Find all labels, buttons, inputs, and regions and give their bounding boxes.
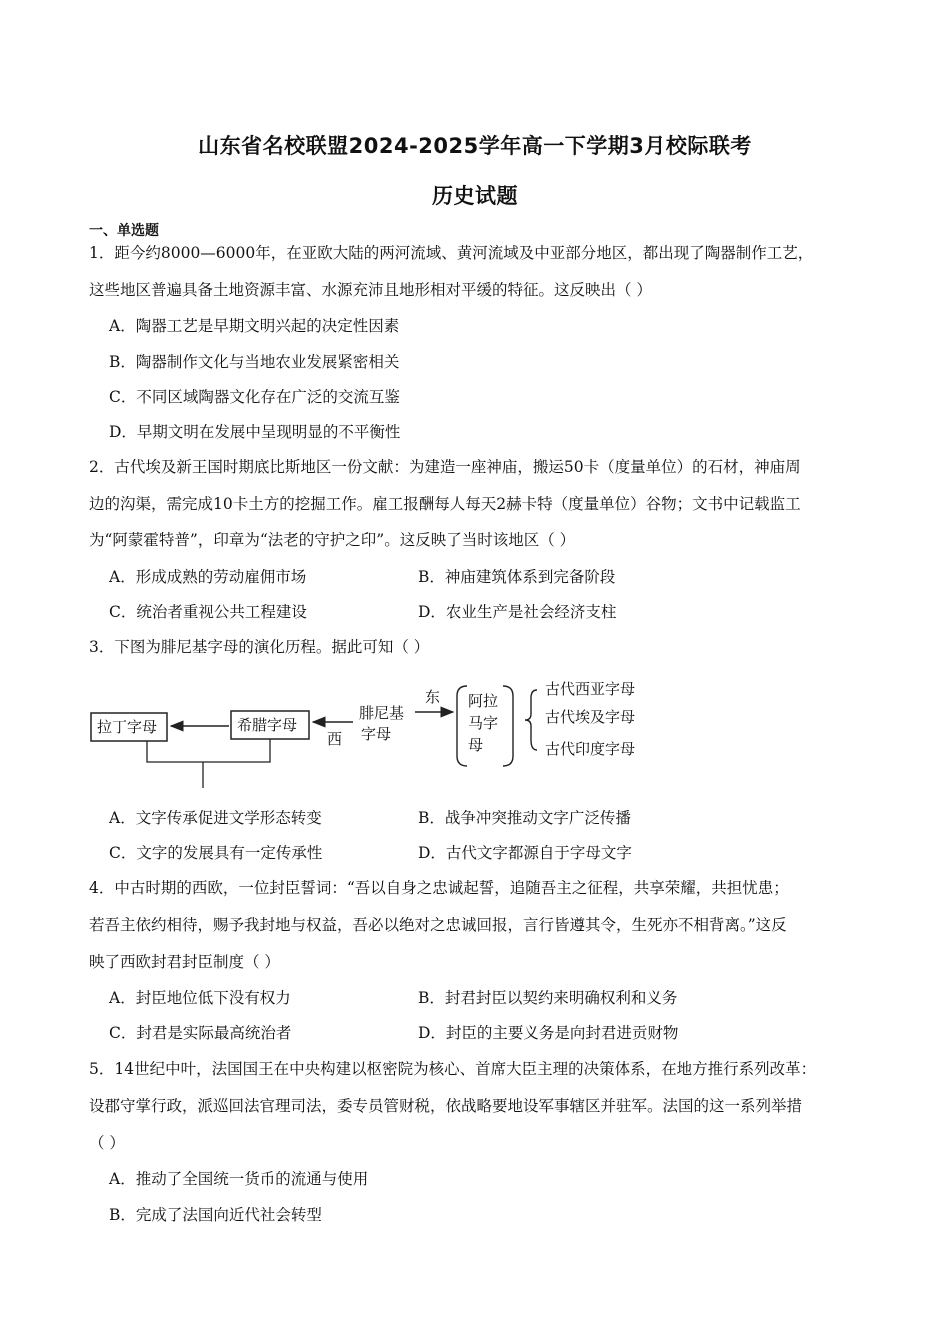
aramaic-right-bracket	[503, 686, 513, 766]
phoenician-label-1: 腓尼基	[359, 704, 405, 722]
aramaic-label-1: 阿拉	[468, 692, 499, 710]
branch-brace	[525, 690, 537, 750]
question-3-option-c[interactable]: C．文字的发展具有一定传承性	[109, 844, 323, 862]
branch-west-asia: 古代西亚字母	[545, 680, 636, 698]
question-3-option-b[interactable]: B．战争冲突推动文字广泛传播	[418, 809, 631, 827]
bottom-brace	[147, 739, 270, 762]
phoenician-label-2: 字母	[361, 725, 392, 743]
west-label: 西	[327, 730, 343, 748]
question-1-option-c[interactable]: C．不同区域陶器文化存在广泛的交流互鉴	[109, 388, 400, 406]
question-1-stem: 这些地区普遍具备土地资源丰富、水源充沛且地形相对平缓的特征。这反映出（ ）	[89, 281, 652, 299]
question-1-option-d[interactable]: D．早期文明在发展中呈现明显的不平衡性	[109, 423, 401, 441]
question-3-option-d[interactable]: D．古代文字都源自于字母文字	[418, 844, 632, 862]
question-3-stem: 3．下图为腓尼基字母的演化历程。据此可知（ ）	[89, 638, 430, 656]
question-5-stem: 5．14世纪中叶，法国国王在中央构建以枢密院为核心、首席大臣主理的决策体系，在地方推行系列改革：	[89, 1060, 817, 1078]
phoenician-alphabet-diagram	[85, 678, 685, 793]
question-1-option-a[interactable]: A．陶器工艺是早期文明兴起的决定性因素	[109, 317, 400, 335]
aramaic-label-2: 马字	[468, 714, 499, 732]
exam-subject: 历史试题	[432, 184, 518, 208]
question-4-option-b[interactable]: B．封君封臣以契约来明确权利和义务	[418, 989, 678, 1007]
question-4-option-d[interactable]: D．封臣的主要义务是向封君进贡财物	[418, 1024, 679, 1042]
section-heading: 一、单选题	[89, 223, 159, 239]
question-2-option-a[interactable]: A．形成成熟的劳动雇佣市场	[109, 568, 307, 586]
question-3-option-a[interactable]: A．文字传承促进文学形态转变	[109, 809, 322, 827]
branch-egypt: 古代埃及字母	[545, 708, 636, 726]
east-label: 东	[425, 688, 441, 706]
question-2-stem: 2．古代埃及新王国时期底比斯地区一份文献：为建造一座神庙，搬运50卡（度量单位）的石材，神庙周	[89, 458, 801, 476]
question-4-stem: 若吾主依约相待，赐予我封地与权益，吾必以绝对之忠诚回报，言行皆遵其令，生死亦不相背离。”这反	[89, 916, 787, 934]
question-4-option-c[interactable]: C．封君是实际最高统治者	[109, 1024, 292, 1042]
question-2-option-d[interactable]: D．农业生产是社会经济支柱	[418, 603, 617, 621]
question-2-option-c[interactable]: C．统治者重视公共工程建设	[109, 603, 307, 621]
greek-alphabet-label: 希腊字母	[237, 716, 298, 734]
question-1-option-b[interactable]: B．陶器制作文化与当地农业发展紧密相关	[109, 353, 400, 371]
question-4-stem: 4．中古时期的西欧，一位封臣誓词：“吾以自身之忠诚起誓，追随吾主之征程，共享荣耀，共担忧患；	[89, 879, 789, 897]
question-5-option-b[interactable]: B．完成了法国向近代社会转型	[109, 1206, 322, 1224]
aramaic-left-bracket	[457, 686, 467, 766]
latin-alphabet-label: 拉丁字母	[97, 718, 158, 736]
question-2-option-b[interactable]: B．神庙建筑体系到完备阶段	[418, 568, 616, 586]
question-5-option-a[interactable]: A．推动了全国统一货币的流通与使用	[109, 1170, 369, 1188]
question-2-stem: 为“阿蒙霍特普”，印章为“法老的守护之印”。这反映了当时该地区（ ）	[89, 531, 576, 549]
question-5-stem: 设郡守掌行政，派巡回法官理司法，委专员管财税，依战略要地设军事辖区并驻军。法国的这一系列举措	[89, 1097, 803, 1115]
branch-india: 古代印度字母	[545, 740, 636, 758]
aramaic-label-3: 母	[468, 736, 484, 754]
question-4-option-a[interactable]: A．封臣地位低下没有权力	[109, 989, 291, 1007]
question-1-stem: 1．距今约8000—6000年，在亚欧大陆的两河流域、黄河流域及中亚部分地区，都出现了陶器制作工艺，	[89, 244, 814, 262]
question-2-stem: 边的沟渠，需完成10卡土方的挖掘工作。雇工报酬每人每天2赫卡特（度量单位）谷物；文书中记载监工	[89, 495, 801, 513]
exam-title: 山东省名校联盟2024-2025学年高一下学期3月校际联考	[198, 134, 752, 158]
question-5-stem: （ ）	[89, 1134, 125, 1152]
question-4-stem: 映了西欧封君封臣制度（ ）	[89, 953, 280, 971]
